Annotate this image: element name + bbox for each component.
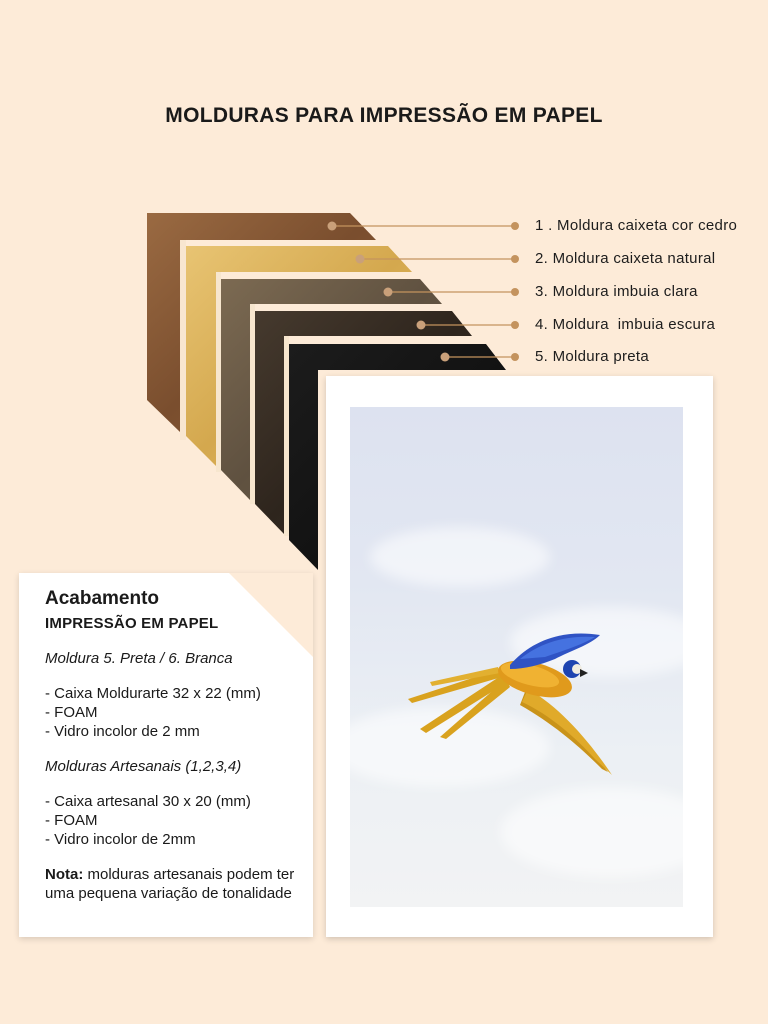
list-item: - Vidro incolor de 2 mm — [45, 723, 200, 740]
page-title: MOLDURAS PARA IMPRESSÃO EM PAPEL — [165, 104, 603, 127]
section2-list — [45, 792, 307, 849]
legend-item-5: 5. Moldura preta — [535, 348, 650, 365]
list-item: - Vidro incolor de 2mm — [45, 831, 196, 848]
list-item: - FOAM — [45, 704, 98, 721]
legend-item-1: 1 . Moldura caixeta cor cedro — [535, 217, 738, 234]
macaw-icon — [350, 407, 683, 907]
legend-item-4: 4. Moldura imbuia escura — [535, 316, 716, 333]
list-item: - Caixa artesanal 30 x 20 (mm) — [45, 793, 251, 810]
card-subheading: IMPRESSÃO EM PAPEL — [45, 615, 219, 632]
note-text: molduras artesanais podem ter uma pequena variação de tonalidade — [45, 866, 295, 902]
note-label: Nota: — [45, 866, 84, 883]
card-heading: Acabamento — [45, 588, 160, 609]
section1-list — [45, 684, 307, 741]
finish-info-card — [19, 573, 313, 937]
note — [45, 865, 307, 903]
legend-item-2: 2. Moldura caixeta natural — [535, 250, 716, 267]
white-frame — [326, 376, 713, 937]
legend-item-3: 3. Moldura imbuia clara — [535, 283, 698, 300]
section2-title: Molduras Artesanais (1,2,3,4) — [45, 758, 242, 775]
section1-title: Moldura 5. Preta / 6. Branca — [45, 650, 233, 667]
macaw-photo — [350, 407, 683, 907]
list-item: - FOAM — [45, 812, 98, 829]
list-item: - Caixa Moldurarte 32 x 22 (mm) — [45, 685, 261, 702]
